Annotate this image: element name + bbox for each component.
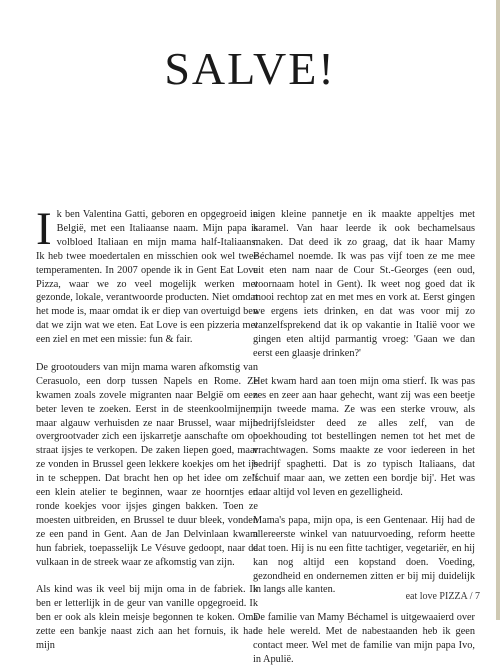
page-title: SALVE! [164, 43, 336, 94]
paragraph: Als kind was ik veel bij mijn oma in de fabriek. Ik ben er letterlijk in de geur van vanille opgegroeid. Ik ben er ook als klein meisje begonnen te koken. Oma zette een bankje naast zich aan het fornuis, ik had mijn [36, 584, 258, 652]
page-footer: eat love PIZZA / 7 [405, 591, 480, 602]
left-column [36, 203, 258, 653]
paragraph: Mama's papa, mijn opa, is een Gentenaar. Hij had de allereerste winkel van natuurvoeding, reform heette dat toen. Hij is nu een fitte tachtiger, vegetariër, en hij kan nog altijd een kopstand doen. Voeding, gezondheid en ondernemen zitten er bij mij duidelijk in langs alle kanten. [253, 514, 475, 596]
paragraph: De familie van Mamy Béchamel is uitgewaaierd over de hele wereld. Met de nabestaanden heb ik geen contact meer. Wel met de familie van mijn papa Ivo, in Apulië. [253, 612, 475, 665]
paragraph: eigen kleine pannetje en ik maakte appeltjes met karamel. Van haar leerde ik ook bechamelsaus maken. Dat deed ik zo graag, dat ik haar Mamy Béchamel noemde. Ik was pas vijf toen ze me mee uit eten nam naar de Cour St.-Georges (een oud, voornaam hotel in Gent). Ik weet nog goed dat ik mooi rechtop zat en met mes en vork at. Eerst gingen we ergens iets drinken, en dat was voor mij zo vanzelfsprekend dat ik op vakantie in Italië voor we gingen eten altijd parmantig vroeg: 'Gaan we dan eerst een glaasje drinken?' [253, 209, 475, 360]
paragraph-text: k ben Valentina Gatti, geboren en opgegroeid in België, met een Italiaanse naam. Mijn papa is volbloed Italiaan en mijn mama half-Italiaans. Ik heb twee moedertalen en misschien ook wel twee temperamenten. In 2007 opende ik in Gent Eat Love Pizza, waar we zo veel mogelijk werken met gezonde, lokale, verantwoorde producten. Niet omdat het mode is, maar omdat ik er diep van overtuigd ben dat we zijn wat we eten. Eat Love is een pizzeria met een ziel en met een missie: fun & fair. [36, 209, 258, 346]
paragraph: Het kwam hard aan toen mijn oma stierf. Ik was pas zes en zeer aan haar gehecht, want zij was een beetje mijn tweede mama. Ze was een sterke vrouw, als bedrijfsleidster deed ze alles zelf, van de boekhouding tot bestellingen nemen tot het met de vrachtwagen. Soms maakte ze voor iedereen in het bedrijf spaghetti. Dat is zo typisch Italiaans, dat 'schuif maar aan, we zetten een bordje bij'. Het was daar altijd vol leven en gezelligheid. [253, 375, 475, 499]
drop-cap: I [36, 203, 52, 255]
paragraph: De grootouders van mijn mama waren afkomstig van Cerasuolo, een dorp tussen Napels en Rome. Ze kwamen zoals zovele migranten naar België om een beter leven te zoeken. Eerst in de steenkoolmijnen, maar algauw verhuisden ze naar Brussel, waar mijn overgrootvader zich een ijskarretje aanschafte om op straat ijsjes te verkopen. De zaken liepen goed, maar ze vonden in Brussel geen lekkere koekjes om het ijs in te scheppen. Dat bracht hen op het idee om zelf een klein atelier te beginnen, waar ze hoorntjes en ronde koekjes voor ijsjes gingen bakken. Toen ze moesten uitbreiden, en Brussel te duur bleek, vonden ze een pand in Gent. Aan de Jan Delvinlaan kwam hun fabriek, toepasselijk Le Vésuve gedoopt, naar de vulkaan in de streek waar ze afkomstig van zijn. [36, 361, 258, 568]
paragraph [36, 203, 258, 347]
